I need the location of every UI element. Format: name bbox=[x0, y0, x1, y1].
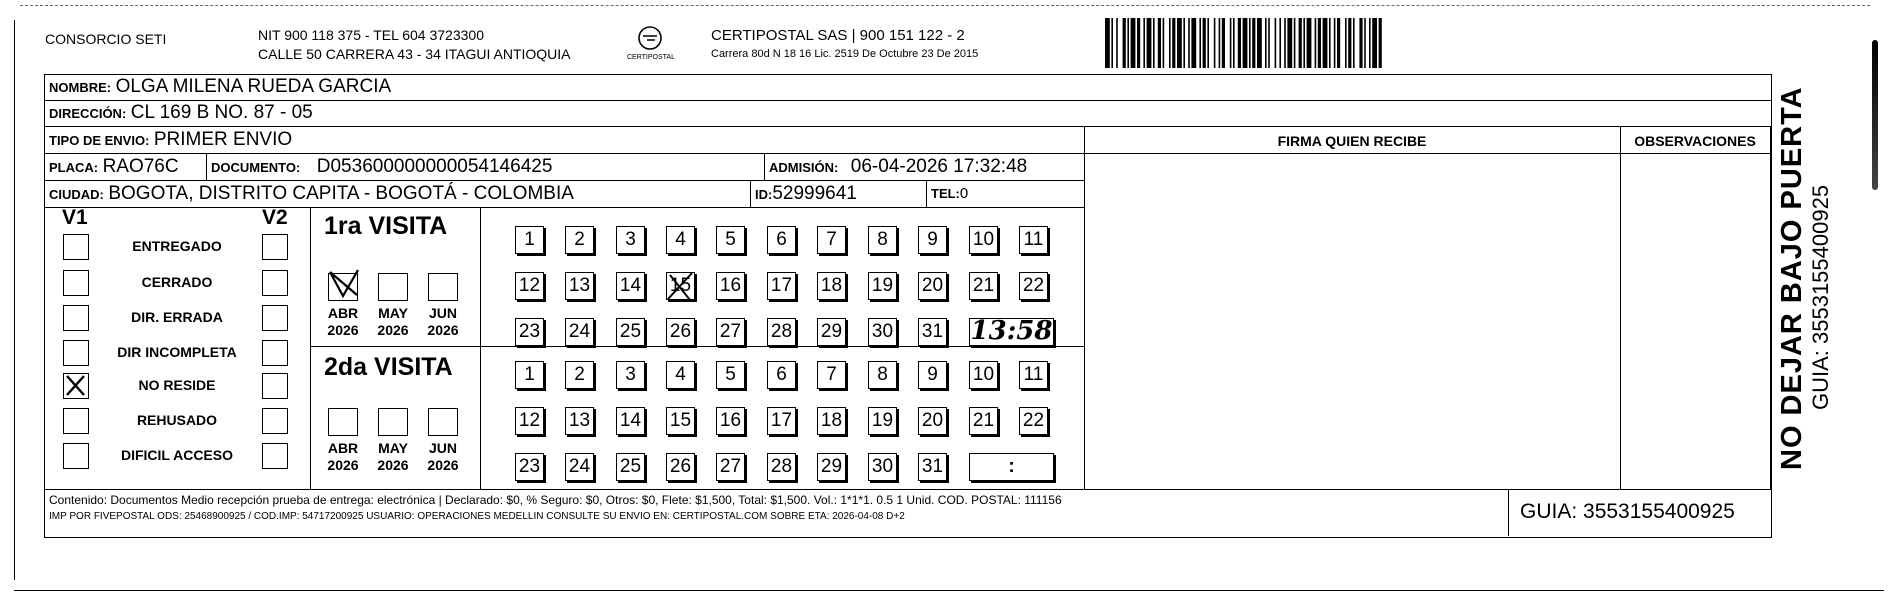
v1-checkbox[interactable] bbox=[63, 270, 89, 296]
visit2-day-box[interactable]: 20 bbox=[918, 407, 947, 435]
visit1-day-box[interactable]: 8 bbox=[868, 226, 897, 254]
obs-col-left bbox=[1620, 126, 1621, 489]
visit1-day-box[interactable]: 24 bbox=[565, 318, 594, 346]
firma-header-line bbox=[1084, 153, 1771, 154]
visit1-day-box[interactable]: 13 bbox=[565, 272, 594, 300]
id-divider bbox=[750, 180, 751, 207]
visit2-day-box[interactable]: 10 bbox=[969, 361, 998, 389]
v1-checkbox[interactable] bbox=[63, 443, 89, 469]
footer-line1: Contenido: Documentos Medio recepción prueba de entrega: electrónica | Declarado: $0, % Seguro: $0, Otros: $0, Flete: $1,500, Total: $1,500. Vol.: 1*1*1. 0.5 1 Unid. COD. POSTAL: 111156 bbox=[49, 493, 1062, 507]
nombre-row bbox=[49, 76, 391, 98]
placa-row bbox=[49, 156, 179, 178]
visit2-month-checkbox[interactable] bbox=[328, 408, 358, 436]
ciudad-row bbox=[49, 183, 574, 205]
tipo-label: TIPO DE ENVIO: bbox=[49, 133, 150, 148]
visit1-day-box[interactable]: 11 bbox=[1019, 226, 1048, 254]
tipo-value: PRIMER ENVIO bbox=[153, 129, 293, 150]
status-option-label: REHUSADO bbox=[136, 412, 218, 428]
visit2-day-box[interactable]: 12 bbox=[515, 407, 544, 435]
visit2-day-box[interactable]: 19 bbox=[868, 407, 897, 435]
admision-divider bbox=[764, 153, 765, 180]
firma-area[interactable] bbox=[1086, 155, 1618, 487]
visit2-day-box[interactable]: 14 bbox=[616, 407, 645, 435]
v2-checkbox[interactable] bbox=[262, 305, 288, 331]
visit1-day-box[interactable]: 14 bbox=[616, 272, 645, 300]
company-nit-tel: NIT 900 118 375 - TEL 604 3723300 bbox=[258, 27, 484, 43]
status-option-label: DIR. ERRADA bbox=[131, 309, 223, 325]
tel-value: 0 bbox=[959, 185, 969, 202]
visit2-day-box[interactable]: 23 bbox=[515, 453, 544, 481]
visit1-day-box[interactable]: 2 bbox=[565, 226, 594, 254]
footer-guia: GUIA: 3553155400925 bbox=[1520, 500, 1735, 523]
direccion-label: DIRECCIÓN: bbox=[49, 106, 127, 121]
visit1-day-box[interactable]: 16 bbox=[716, 272, 745, 300]
visit1-day-box[interactable]: 21 bbox=[969, 272, 998, 300]
certipostal-line1: CERTIPOSTAL SAS | 900 151 122 - 2 bbox=[711, 27, 965, 44]
status-option-label: DIFICIL ACCESO bbox=[120, 447, 233, 463]
visit1-day-box[interactable]: 6 bbox=[767, 226, 796, 254]
firma-col-left bbox=[1084, 126, 1085, 489]
visit2-day-box[interactable]: 31 bbox=[918, 453, 947, 481]
v2-checkbox[interactable] bbox=[262, 234, 288, 260]
logo-text: CERTIPOSTAL bbox=[627, 54, 675, 61]
placa-divider bbox=[206, 153, 207, 180]
side-warning: NO DEJAR BAJO PUERTA bbox=[1776, 86, 1808, 470]
visit2-time-box[interactable]: : bbox=[969, 453, 1054, 481]
visit1-time-box[interactable]: 13:58 bbox=[970, 316, 1053, 346]
visit1-day-box[interactable]: 22 bbox=[1019, 272, 1048, 300]
visit1-day-box[interactable]: 31 bbox=[918, 318, 947, 346]
barcode bbox=[1105, 18, 1645, 68]
v1-checkbox[interactable] bbox=[63, 305, 89, 331]
company-name: CONSORCIO SETI bbox=[45, 31, 167, 47]
visit2-day-box[interactable]: 4 bbox=[666, 361, 695, 389]
visit1-month-label: MAY 2026 bbox=[377, 305, 409, 338]
visit1-day-box[interactable]: 1 bbox=[515, 226, 544, 254]
visit2-day-box[interactable]: 7 bbox=[817, 361, 846, 389]
visit2-day-box[interactable]: 25 bbox=[616, 453, 645, 481]
visit1-day-box[interactable]: 26 bbox=[666, 318, 695, 346]
visit1-day-box[interactable]: 29 bbox=[817, 318, 846, 346]
id-row bbox=[755, 183, 857, 205]
v2-checkbox[interactable] bbox=[262, 270, 288, 296]
visit-divider-middle bbox=[310, 346, 1084, 347]
v1-checkbox[interactable] bbox=[63, 340, 89, 366]
ciudad-value: BOGOTA, DISTRITO CAPITA - BOGOTÁ - COLOMBIA bbox=[108, 183, 574, 204]
visit1-day-box[interactable]: 25 bbox=[616, 318, 645, 346]
direccion-value: CL 169 B NO. 87 - 05 bbox=[130, 102, 313, 123]
observaciones-area[interactable] bbox=[1622, 155, 1768, 487]
direccion-row bbox=[49, 102, 313, 124]
certipostal-line2: Carrera 80d N 18 16 Lic. 2519 De Octubre 23 De 2015 bbox=[711, 48, 979, 60]
visit1-month-label: ABR 2026 bbox=[327, 305, 359, 338]
status-option-label: DIR INCOMPLETA bbox=[117, 344, 237, 360]
id-label: ID: bbox=[755, 187, 773, 202]
visit2-title: 2da VISITA bbox=[324, 353, 453, 381]
visit2-day-box[interactable]: 15 bbox=[666, 407, 695, 435]
footer-line2: IMP POR FIVEPOSTAL ODS: 25468900925 / COD.IMP: 54717200925 USUARIO: OPERACIONES MEDELLIN CONSULTE SU ENVIO EN: CERTIPOSTAL.COM SOBRE ETA: 2026-04-08 D+2 bbox=[49, 511, 905, 522]
documento-label: DOCUMENTO: bbox=[211, 160, 301, 175]
firma-header: FIRMA QUIEN RECIBE bbox=[1277, 133, 1427, 149]
visit1-day-box[interactable]: 30 bbox=[868, 318, 897, 346]
tel-label: TEL: bbox=[931, 186, 960, 201]
visit2-month-label: MAY 2026 bbox=[377, 440, 409, 473]
v2-checkbox[interactable] bbox=[262, 408, 288, 434]
bottom-edge-line bbox=[14, 590, 1884, 591]
placa-label: PLACA: bbox=[49, 160, 99, 175]
v2-checkbox[interactable] bbox=[262, 373, 288, 399]
right-col-line bbox=[1770, 126, 1771, 489]
company-address: CALLE 50 CARRERA 43 - 34 ITAGUI ANTIOQUIA bbox=[258, 46, 571, 62]
visit1-day-box[interactable]: 17 bbox=[767, 272, 796, 300]
admision-row bbox=[769, 156, 1027, 178]
tel-row bbox=[931, 185, 968, 203]
v1-checkbox[interactable] bbox=[63, 373, 89, 399]
visit2-day-box[interactable]: 22 bbox=[1019, 407, 1048, 435]
visit2-month-label: JUN 2026 bbox=[427, 440, 459, 473]
visit2-day-box[interactable]: 9 bbox=[918, 361, 947, 389]
documento-row bbox=[211, 156, 552, 178]
visit1-day-box[interactable]: 20 bbox=[918, 272, 947, 300]
visit2-day-box[interactable]: 5 bbox=[716, 361, 745, 389]
visit1-day-box[interactable]: 18 bbox=[817, 272, 846, 300]
visit1-day-box[interactable]: 23 bbox=[515, 318, 544, 346]
visit1-day-box[interactable]: 3 bbox=[616, 226, 645, 254]
visit2-day-box[interactable]: 29 bbox=[817, 453, 846, 481]
admision-value: 06-04-2026 17:32:48 bbox=[850, 156, 1028, 177]
visit1-day-box[interactable]: 12 bbox=[515, 272, 544, 300]
visit1-day-box[interactable]: 7 bbox=[817, 226, 846, 254]
visit2-month-label: ABR 2026 bbox=[327, 440, 359, 473]
visit1-month-checkbox[interactable] bbox=[328, 273, 358, 301]
visit2-day-box[interactable]: 18 bbox=[817, 407, 846, 435]
v1-checkbox[interactable] bbox=[63, 234, 89, 260]
observaciones-header: OBSERVACIONES bbox=[1634, 133, 1756, 149]
status-option-label: CERRADO bbox=[141, 274, 213, 290]
visit1-day-box[interactable]: 5 bbox=[716, 226, 745, 254]
v2-checkbox[interactable] bbox=[262, 340, 288, 366]
v1-checkbox[interactable] bbox=[63, 408, 89, 434]
placa-value: RAO76C bbox=[102, 156, 179, 177]
top-dashed-edge bbox=[20, 5, 1870, 6]
visit1-month-checkbox[interactable] bbox=[428, 273, 458, 301]
visit2-day-box[interactable]: 28 bbox=[767, 453, 796, 481]
visit2-day-box[interactable]: 26 bbox=[666, 453, 695, 481]
ciudad-label: CIUDAD: bbox=[49, 187, 104, 202]
visit1-day-box[interactable]: 27 bbox=[716, 318, 745, 346]
visit1-day-box[interactable]: 10 bbox=[969, 226, 998, 254]
visit1-month-checkbox[interactable] bbox=[378, 273, 408, 301]
visit1-day-box[interactable]: 19 bbox=[868, 272, 897, 300]
visit2-month-checkbox[interactable] bbox=[428, 408, 458, 436]
row-line-4 bbox=[44, 180, 1084, 181]
visit2-day-box[interactable]: 11 bbox=[1019, 361, 1048, 389]
admision-label: ADMISIÓN: bbox=[769, 160, 839, 175]
visit1-month-label: JUN 2026 bbox=[427, 305, 459, 338]
visit2-day-box[interactable]: 13 bbox=[565, 407, 594, 435]
right-edge-mark bbox=[1872, 40, 1878, 190]
v2-checkbox[interactable] bbox=[262, 443, 288, 469]
left-edge-line bbox=[14, 20, 15, 580]
nombre-label: NOMBRE: bbox=[49, 80, 112, 95]
documento-value: D053600000000054146425 bbox=[316, 156, 553, 177]
visit2-day-box[interactable]: 3 bbox=[616, 361, 645, 389]
visit2-day-box[interactable]: 30 bbox=[868, 453, 897, 481]
visit2-day-box[interactable]: 24 bbox=[565, 453, 594, 481]
v2-label: V2 bbox=[262, 206, 288, 229]
visit1-title: 1ra VISITA bbox=[324, 212, 448, 240]
id-value: 52999641 bbox=[772, 183, 857, 204]
visit2-day-box[interactable]: 27 bbox=[716, 453, 745, 481]
footer-top-line bbox=[44, 489, 1771, 490]
visit2-day-box[interactable]: 6 bbox=[767, 361, 796, 389]
status-option-label: ENTREGADO bbox=[132, 238, 222, 254]
visit2-day-box[interactable]: 1 bbox=[515, 361, 544, 389]
visit2-day-box[interactable]: 17 bbox=[767, 407, 796, 435]
side-guia: GUIA: 3553155400925 bbox=[1808, 184, 1833, 410]
visit2-day-box[interactable]: 2 bbox=[565, 361, 594, 389]
certipostal-logo bbox=[625, 24, 675, 64]
visit-divider-months bbox=[480, 207, 481, 489]
row-line-5 bbox=[44, 207, 1084, 208]
row-line-2 bbox=[44, 126, 1771, 127]
status-option-label: NO RESIDE bbox=[138, 377, 216, 393]
visit1-day-box[interactable]: 4 bbox=[666, 226, 695, 254]
tipo-row bbox=[49, 129, 292, 151]
v1-label: V1 bbox=[62, 206, 88, 229]
nombre-value: OLGA MILENA RUEDA GARCIA bbox=[115, 76, 392, 97]
visit2-day-box[interactable]: 8 bbox=[868, 361, 897, 389]
visit1-day-box[interactable]: 15 bbox=[666, 272, 695, 300]
tel-divider bbox=[926, 180, 927, 207]
visit1-day-box[interactable]: 28 bbox=[767, 318, 796, 346]
visit2-day-box[interactable]: 21 bbox=[969, 407, 998, 435]
visit1-day-box[interactable]: 9 bbox=[918, 226, 947, 254]
visit2-month-checkbox[interactable] bbox=[378, 408, 408, 436]
row-line-1 bbox=[44, 100, 1771, 101]
footer-guia-divider bbox=[1508, 489, 1509, 536]
visit2-day-box[interactable]: 16 bbox=[716, 407, 745, 435]
visit-divider-left bbox=[310, 207, 311, 489]
